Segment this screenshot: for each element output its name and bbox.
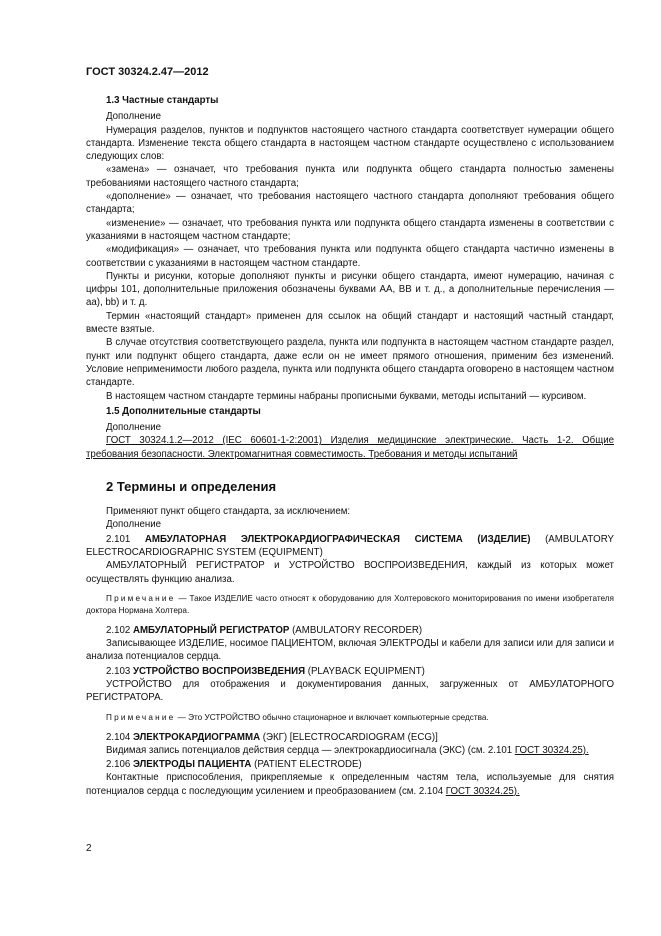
document-body [86, 94, 614, 798]
paragraph: «модификация» — означает, что требования пункта или подпункта общего стандарта частично изменены в соответствии с указаниями в настоящем частном стандарте. [86, 244, 614, 269]
term-title: УСТРОЙСТВО ВОСПРОИЗВЕДЕНИЯ [132, 665, 306, 677]
paragraph: «дополнение» — означает, что требования настоящего частного стандарта дополняют требования общего стандарта; [86, 191, 614, 216]
section-2-label: Дополнение [106, 519, 162, 531]
paragraph: Термин «настоящий стандарт» применен для ссылок на общий стандарт и настоящий частный стандарт, вместе взятые. [86, 310, 614, 336]
term-number: 2.103 [106, 665, 131, 677]
term-english: (PATIENT ELECTRODE) [254, 759, 362, 771]
section-1-5-heading: 1.5 Дополнительные стандарты [106, 405, 261, 417]
section-2-heading: 2 Термины и определения [106, 479, 277, 495]
definition-text: Видимая запись потенциалов действия сердца — электрокардиосигнала (ЭКС) (см. 2.101 [106, 744, 513, 756]
term-2-101 [86, 533, 614, 560]
term-english: (AMBULATORY RECORDER) [292, 624, 423, 636]
term-number: 2.102 [106, 624, 131, 636]
term-number: 2.104 [106, 731, 131, 743]
paragraph: В случае отсутствия соответствующего раздела, пункта или подпункта в настоящем частном стандарте раздел, пункт или подпункт общего стандарта, даже если он не имеет прямого отношения, применим без изменений. Условие неприменимости любого раздела, пункта или подпункта общего стандарта оговорено в настоящем частном стандарте. [86, 337, 614, 389]
term-english: (PLAYBACK EQUIPMENT) [307, 665, 425, 677]
term-english: (AMBULATORY ELECTROCARDIOGRAPHIC SYSTEM (EQUIPMENT) [86, 533, 614, 558]
term-definition [86, 771, 614, 798]
term-title: АМБУЛАТОРНАЯ ЭЛЕКТРОКАРДИОГРАФИЧЕСКАЯ СИСТЕМА (ИЗДЕЛИЕ) [144, 533, 531, 545]
paragraph: Пункты и рисунки, которые дополняют пункты и рисунки общего стандарта, имеют нумерацию, начиная с цифры 101, дополнительные приложения обозначены буквами АА, ВВ и т. д., а дополнительные перечисления — аа), bb) и т. д. [86, 270, 614, 309]
term-title: АМБУЛАТОРНЫЙ РЕГИСТРАТОР [132, 624, 290, 636]
term-definition [86, 744, 614, 757]
term-definition: Записывающее ИЗДЕЛИЕ, носимое ПАЦИЕНТОМ, включая ЭЛЕКТРОДЫ и кабели для записи или для записи и анализа потенциалов сердца. [86, 638, 614, 663]
definition-text: Контактные приспособления, прикрепляемые к определенным частям тела, используемые для снятия потенциалов сердца с последующим усилением и преобразованием (см. 2.104 [86, 772, 614, 797]
term-2-102 [86, 624, 614, 637]
term-english: (ЭКГ) [ELECTROCARDIOGRAM (ECG)] [262, 731, 438, 743]
term-title: ЭЛЕКТРОДЫ ПАЦИЕНТА [132, 759, 252, 771]
note-text: — Это УСТРОЙСТВО обычно стационарное и включает компьютерные средства. [177, 712, 489, 722]
paragraph: Нумерация разделов, пунктов и подпунктов настоящего частного стандарта соответствует нумерации общего стандарта. Изменение текста общего стандарта в настоящем частном стандарте осуществлено с использованием следующих слов: [86, 124, 614, 163]
term-2-103 [86, 665, 614, 678]
section-1-5-label: Дополнение [106, 422, 162, 434]
term-number: 2.106 [106, 759, 131, 771]
note-label: Примечание [106, 593, 176, 603]
section-1-3-heading: 1.3 Частные стандарты [106, 95, 219, 106]
page-header-doc-id: ГОСТ 30324.2.47—2012 [86, 66, 209, 78]
term-title: ЭЛЕКТРОКАРДИОГРАММА [132, 731, 261, 743]
note [86, 712, 614, 724]
paragraph: «замена» — означает, что требования пункта или подпункта общего стандарта полностью заменены требованиями настоящего частного стандарта; [86, 164, 614, 189]
note-text: — Такое ИЗДЕЛИЕ часто относят к оборудованию для Холтеровского мониторирования по имени изобретателя доктора Нормана Холтера. [86, 593, 614, 615]
standard-reference-link[interactable]: ГОСТ 30324.25). [514, 744, 589, 756]
paragraph: «изменение» — означает, что требования пункта или подпункта общего стандарта изменены в соответствии с указаниями в настоящем частном стандарте; [86, 217, 614, 242]
term-2-104 [86, 731, 614, 744]
term-2-106 [86, 758, 614, 771]
section-2-intro: Применяют пункт общего стандарта, за исключением: [106, 506, 351, 518]
standard-reference-link[interactable]: ГОСТ 30324.1.2—2012 (IEC 60601-1-2:2001) Изделия медицинские электрические. Часть 1-2. Общие требования безопасности. Электромагнитная совместимость. Требования и методы испытаний [86, 435, 614, 460]
standard-reference-link[interactable]: ГОСТ 30324.25). [445, 785, 520, 797]
section-1-3-label: Дополнение [106, 111, 162, 123]
page-number: 2 [86, 843, 92, 854]
term-definition: УСТРОЙСТВО для отображения и документирования данных, загруженных от АМБУЛАТОРНОГО РЕГИСТРАТОРА. [86, 678, 614, 704]
term-number: 2.101 [106, 533, 131, 545]
paragraph: В настоящем частном стандарте термины набраны прописными буквами, методы испытаний — курсивом. [106, 390, 587, 402]
term-definition: АМБУЛАТОРНЫЙ РЕГИСТРАТОР и УСТРОЙСТВО ВОСПРОИЗВЕДЕНИЯ, каждый из которых может осуществлять функцию анализа. [86, 560, 614, 585]
note-label: Примечание [106, 712, 176, 722]
note [86, 593, 614, 617]
